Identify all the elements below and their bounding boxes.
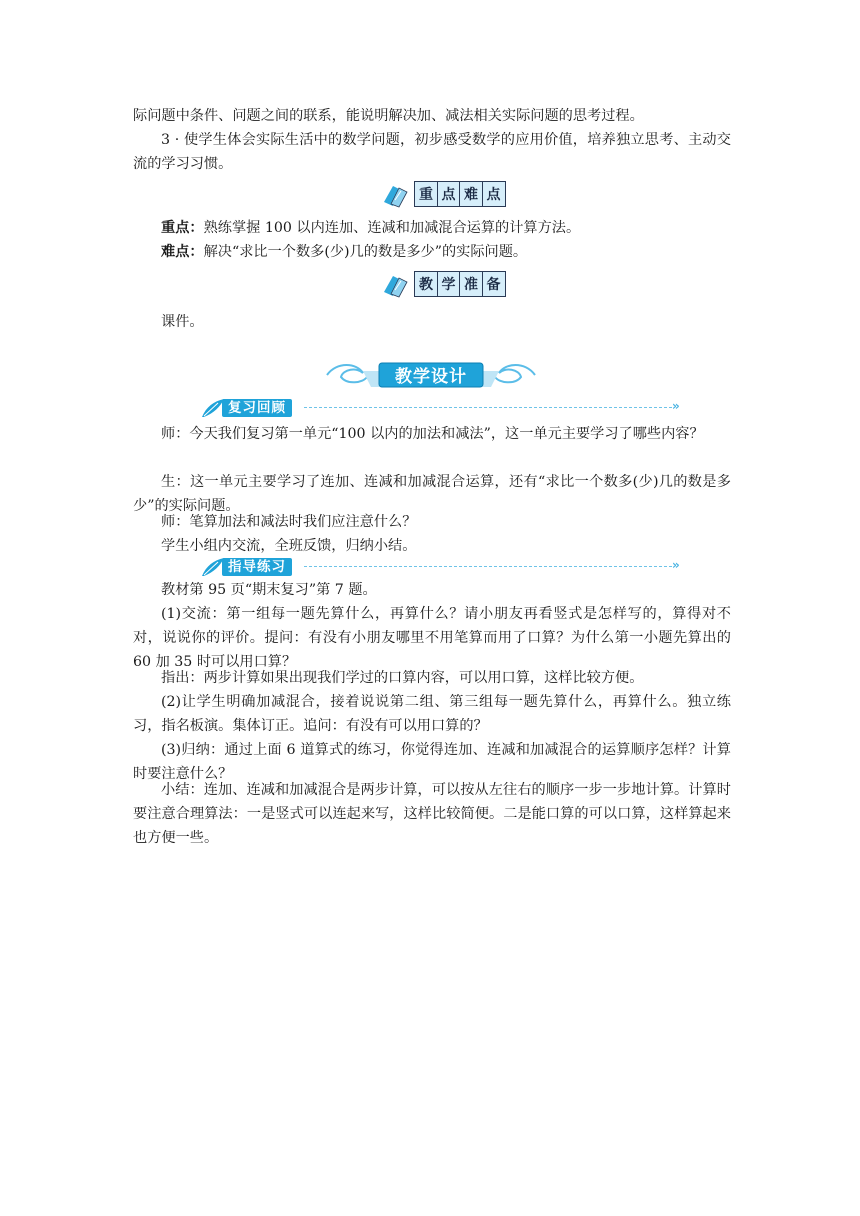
difficulty-text: 解决“求比一个数多(少)几的数是多少”的实际问题。: [203, 244, 528, 260]
book-pages-icon: [381, 180, 411, 208]
dashed-divider: [304, 407, 672, 408]
focus-line: [133, 216, 731, 240]
heading-char: 点: [482, 181, 506, 207]
review-section-header: [200, 397, 700, 419]
review-line: 师：笔算加法和减法时我们应注意什么？: [161, 514, 417, 530]
practice-line: 小结：连加、连减和加减混合是两步计算，可以按从左往右的顺序一步一步地计算。计算时要注意合理算法：一是竖式可以连起来写，这样比较简便。二是能口算的可以口算，这样算起来也方便一些。: [133, 782, 731, 846]
objective-paragraph-3: 3 · 使学生体会实际生活中的数学问题，初步感受数学的应用价值，培养独立思考、主动交流的学习习惯。: [133, 132, 731, 172]
practice-tag: 指导练习: [222, 558, 292, 576]
practice-section-header: [200, 556, 700, 578]
difficulty-label: 难点：: [161, 244, 204, 260]
book-pages-icon: [381, 270, 411, 298]
practice-line: (1)交流：第一组每一题先算什么，再算什么？请小朋友再看竖式是怎样写的，算得对不对，说说你的评价。提问：有没有小朋友哪里不用笔算而用了口算？为什么第一小题先算出的 60 加 35 时可以用口算？: [133, 606, 731, 670]
banner-title: 教学设计: [395, 366, 467, 387]
focus-text: 熟练掌握 100 以内连加、连减和加减混合运算的计算方法。: [203, 220, 581, 236]
heading-char: 难: [459, 181, 483, 207]
heading-char: 教: [414, 271, 438, 297]
key-points-heading: [381, 180, 506, 208]
objective-paragraph-continued: 际问题中条件、问题之间的联系，能说明解决加、减法相关实际问题的思考过程。: [133, 108, 644, 124]
preparation-heading: [381, 270, 506, 298]
heading-char: 点: [437, 181, 461, 207]
heading-char: 准: [459, 271, 483, 297]
review-tag: 复习回顾: [222, 399, 292, 417]
preparation-text: 课件。: [161, 314, 204, 330]
practice-line: (2)让学生明确加减混合，接着说说第二组、第三组每一题先算什么，再算什么。独立练习，指名板演。集体订正。追问：有没有可以用口算的？: [133, 694, 731, 734]
review-line: 师：今天我们复习第一单元“100 以内的加法和减法”，这一单元主要学习了哪些内容？: [161, 426, 704, 442]
practice-line: 教材第 95 页“期末复习”第 7 题。: [161, 582, 377, 598]
heading-char: 学: [437, 271, 461, 297]
review-line: 生：这一单元主要学习了连加、连减和加减混合运算，还有“求比一个数多(少)几的数是多少”的实际问题。: [133, 474, 731, 514]
design-banner: [323, 357, 539, 391]
double-chevron-icon: »: [672, 558, 680, 572]
dashed-divider: [304, 566, 672, 567]
focus-label: 重点：: [161, 220, 204, 236]
practice-line: 指出：两步计算如果出现我们学过的口算内容，可以用口算，这样比较方便。: [161, 670, 644, 686]
heading-char: 重: [414, 181, 438, 207]
heading-char: 备: [482, 271, 506, 297]
double-chevron-icon: »: [672, 399, 680, 413]
review-line: 学生小组内交流，全班反馈，归纳小结。: [161, 538, 417, 554]
practice-line: (3)归纳：通过上面 6 道算式的练习，你觉得连加、连减和加减混合的运算顺序怎样？计算时要注意什么？: [133, 742, 731, 782]
difficulty-line: [133, 240, 731, 264]
